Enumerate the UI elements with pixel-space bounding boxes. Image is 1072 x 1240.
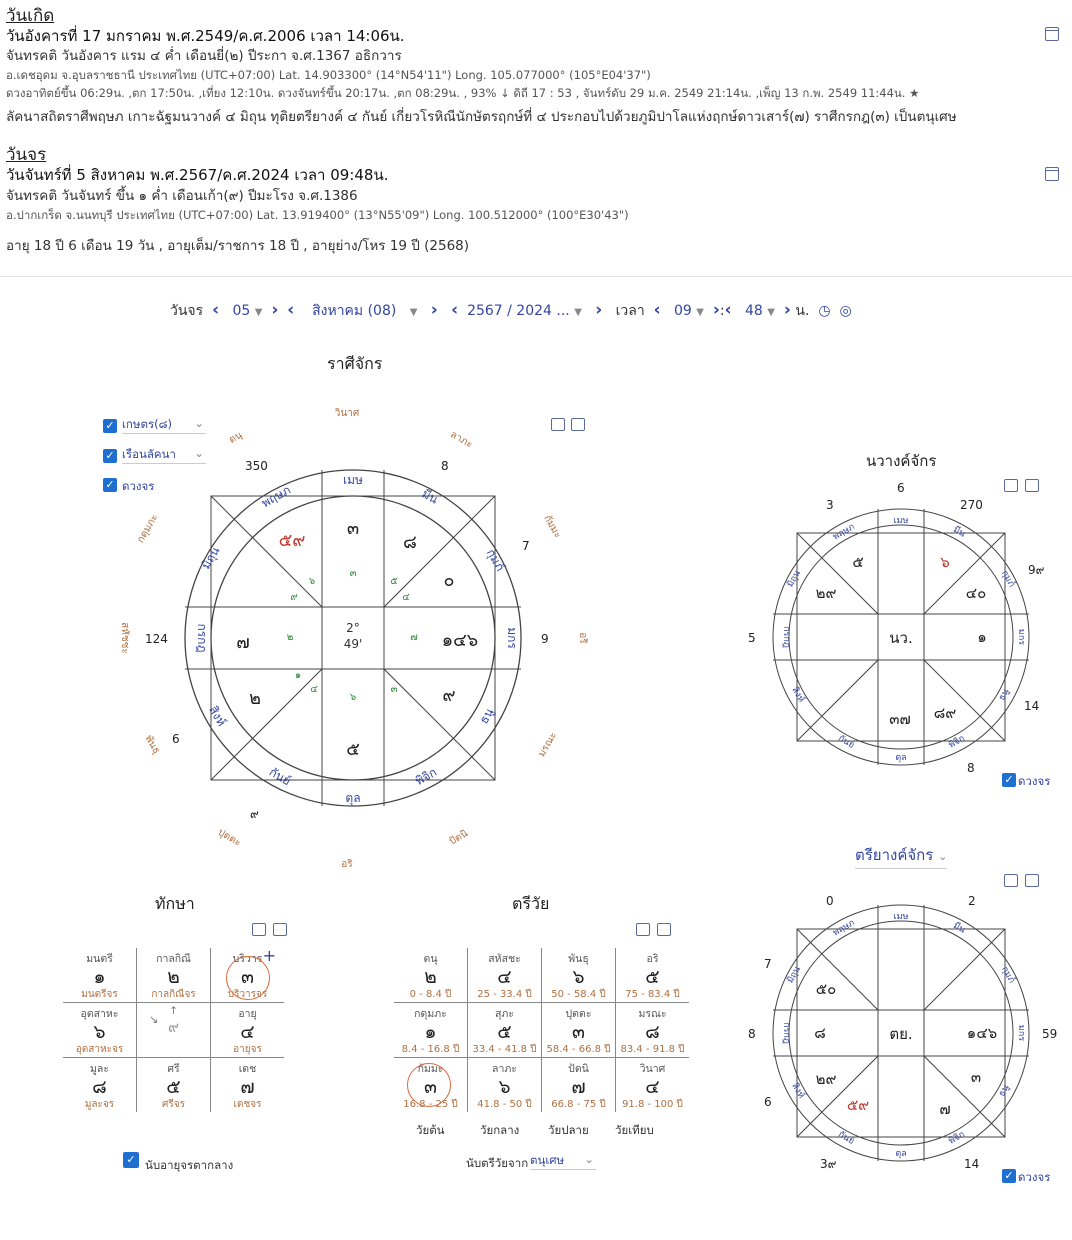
day-label: วันจร <box>170 303 204 319</box>
planet-number: ๕๐ <box>815 980 837 998</box>
house-label: วินาศ <box>334 408 360 419</box>
house-label: อริ <box>341 859 353 870</box>
house-label: สหัชชะ <box>119 622 130 654</box>
house-number: ๕ <box>390 576 398 587</box>
triwai-cell: ปัตนิ ๗ 66.8 - 75 ปี <box>542 1058 616 1113</box>
prev-day-button[interactable]: ‹ <box>212 300 220 320</box>
planet-number: ๘๙ <box>933 704 957 722</box>
taksa-cell-highlight: บริวาร ๓ บริวารจร + <box>211 948 285 1003</box>
camera-icon[interactable] <box>657 923 671 936</box>
degree-number: 0 <box>826 894 834 908</box>
planet-number: ๙ <box>442 685 456 706</box>
degree-number: 2 <box>968 894 976 908</box>
planet-number: ๑๔๖ <box>441 630 479 651</box>
house-number: ๔ <box>402 592 410 603</box>
sign-label: พิจิก <box>947 733 967 751</box>
house-label: พันธุ <box>142 733 162 756</box>
house-number: ๖ <box>308 576 316 587</box>
planet-number: ๐ <box>443 570 455 591</box>
house-label: กัมมะ <box>541 513 564 541</box>
transit-section-title: วันจร <box>6 145 47 165</box>
sign-label: มกร <box>1016 628 1026 646</box>
birth-calendar-icon[interactable] <box>1045 27 1059 41</box>
degree-number: 9 <box>541 632 549 646</box>
opt3-checkbox[interactable]: ✓ <box>103 478 117 492</box>
arrow-up-icon: ↑ <box>169 1005 178 1017</box>
age-label: วัยเทียบ <box>615 1123 654 1137</box>
planet-number: ๕ <box>852 553 864 571</box>
sign-label: ตุล <box>345 791 361 805</box>
planet-number: ๗ <box>236 632 250 653</box>
planet-number: ๔๐ <box>965 584 987 602</box>
sign-label: กันย์ <box>266 764 294 789</box>
prev-month-button[interactable]: ‹ <box>287 300 295 320</box>
center-label: ตย. <box>889 1025 913 1043</box>
house-label: อริ <box>577 632 588 644</box>
degree-number: 14 <box>1024 699 1040 713</box>
triwai-cell: วินาศ ๔ 91.8 - 100 ปี <box>622 1063 683 1110</box>
taksa-table <box>63 948 284 1112</box>
navamsa-transit-label: ดวงจร <box>1018 774 1051 788</box>
degree-number: 7 <box>764 957 772 971</box>
trayang-chart-select[interactable]: ตรียางค์จักร ⌄ <box>855 843 947 869</box>
planet-number: ๘ <box>403 532 417 553</box>
taksa-option-label: นับอายุจรตากลาง <box>145 1158 234 1172</box>
chevron-down-icon: ▼ <box>696 307 704 318</box>
degree-number: 3 <box>826 498 834 512</box>
transit-date-line: วันจันทร์ที่ 5 สิงหาคม พ.ศ.2567/ค.ศ.2024 เวลา 09:48น. <box>6 166 389 184</box>
sign-label: ธนู <box>997 687 1012 703</box>
sign-label: ธนู <box>997 1083 1012 1099</box>
house-number: ๔ <box>310 684 318 695</box>
sign-label: เมษ <box>893 516 909 526</box>
age-line: อายุ 18 ปี 6 เดือน 19 วัน , อายุเต็ม/ราชการ 18 ปี , อายุย่าง/โหร 19 ปี (2568) <box>6 238 470 254</box>
month-select[interactable]: สิงหาคม (08) <box>312 303 397 319</box>
house-number: ๒ <box>286 632 294 643</box>
highlight-circle <box>407 1063 451 1107</box>
taksa-cell: มูละ ๘ มูละจร <box>63 1058 137 1113</box>
trayang-transit-label: ดวงจร <box>1018 1170 1051 1184</box>
opt1-select[interactable]: เกษตร(๘) ⌄ <box>122 416 206 434</box>
center-label: นว. <box>889 629 913 647</box>
degree-number: 59 <box>1042 1027 1058 1041</box>
camera-icon[interactable] <box>273 923 287 936</box>
taksa-cell: กาลกิณี ๒ กาลกิณีจร <box>137 948 211 1003</box>
degree-number: 270 <box>960 498 983 512</box>
planet-number: ๗ <box>939 1100 951 1118</box>
planet-number-transit: ๕๙ <box>846 1096 870 1114</box>
taksa-cell-center: ↑ ๙ ↘ <box>137 1003 211 1058</box>
sign-label: ตุล <box>895 753 907 763</box>
triwai-cell: กดุมภะ ๑ 8.4 - 16.8 ปี <box>394 1003 468 1058</box>
chevron-down-icon: ▼ <box>254 307 263 318</box>
planet-number: ๒ <box>249 688 261 709</box>
house-label: มรณะ <box>536 730 560 760</box>
sign-label: มีน <box>419 486 441 507</box>
birth-sun-moon-line: ดวงอาทิตย์ขึ้น 06:29น. ,ตก 17:50น. ,เที่ยง 12:10น. ดวงจันทร์ขึ้น 20:17น. ,ตก 08:29น. , 93% ↓ ดิถี 17 : 53 , จันทร์ดับ 29 ม.ค. 2549 21:14น. ,เพ็ญ 13 ก.พ. 2549 11:44น. ★ <box>6 86 920 100</box>
prev-hour-button[interactable]: ‹ <box>653 300 661 320</box>
planet-number: ๑ <box>977 628 987 646</box>
rasi-chart <box>80 400 640 870</box>
trayang-chart <box>740 874 1060 1174</box>
triwai-cell-highlight: กัมมะ ๓ 16.8 - 25 ปี <box>394 1058 468 1113</box>
house-number: ๗ <box>410 632 418 643</box>
house-number: ๓ <box>349 568 357 579</box>
transit-calendar-icon[interactable] <box>1045 167 1059 181</box>
sign-label: สิงห์ <box>789 685 807 705</box>
degree-number: 5 <box>748 631 756 645</box>
birth-lagna-line: ลัคนาสถิตราศีพฤษภ เกาะฉัฐมนวางค์ ๔ มิถุน ทุติยตรียางค์ ๔ กันย์ เกี่ยวโรหิณีนักษัตรฤกษ์ที่ ๔ ประกอบไปด้วยภูมิปาโลแห่งฤกษ์ดาวเสาร์(๗) ราศีกรกฎ(๓) เป็นตนุเศษ <box>6 109 957 125</box>
arrow-down-right-icon: ↘ <box>149 1013 159 1026</box>
triwai-cell: มรณะ ๘ 83.4 - 91.8 ปี <box>616 1003 690 1058</box>
birth-location-line: อ.เดชอุดม จ.อุบลราชธานี ประเทศไทย (UTC+07:00) Lat. 14.903300° (14°N54'11") Long. 105.077000° (105°E04'37") <box>6 68 651 82</box>
opt1-checkbox[interactable]: ✓ <box>103 419 117 433</box>
taksa-cell: อายุ ๔ อายุจร <box>211 1003 285 1058</box>
sign-label: กรกฎ <box>781 1022 791 1044</box>
taksa-title: ทักษา <box>155 894 195 913</box>
minute-select[interactable]: 48 <box>745 303 763 319</box>
house-label: ปุตตะ <box>215 826 243 849</box>
opt2-checkbox[interactable]: ✓ <box>103 449 117 463</box>
sign-label: สิงห์ <box>789 1081 807 1101</box>
age-label: วัยกลาง <box>480 1123 520 1137</box>
taksa-cell: เดช ๗ เดชจร <box>233 1063 262 1110</box>
transit-lunar-line: จันทรคติ วันจันทร์ ขึ้น ๑ ค่ำ เดือนเก้า(๙) ปีมะโรง จ.ศ.1386 <box>6 188 358 204</box>
planet-number-transit: ๖ <box>940 553 950 571</box>
planet-number-transit: ๕๙ <box>278 530 306 551</box>
sign-label: มกร <box>1016 1024 1026 1042</box>
house-number: ๓ <box>390 684 398 695</box>
sign-label: สิงห์ <box>206 703 229 729</box>
planet-number: ๓ <box>970 1068 982 1086</box>
degree-number: 6 <box>172 732 180 746</box>
sign-label: เมษ <box>893 912 909 922</box>
degree-number: 350 <box>245 459 268 473</box>
rasi-chart-title: ราศีจักร <box>327 354 383 373</box>
house-number: ๙ <box>290 592 298 603</box>
sign-label: ตุล <box>895 1149 907 1159</box>
next-year-button[interactable]: › <box>595 300 603 320</box>
minute-unit: น. <box>795 303 810 319</box>
house-number: ๑ <box>294 670 302 681</box>
planet-number: ๒๙ <box>815 584 837 602</box>
triwai-option-select[interactable]: ตนุเศษ ⌄ <box>530 1152 596 1170</box>
chevron-down-icon: ▼ <box>767 307 775 318</box>
birth-section-title: วันเกิด <box>6 6 55 26</box>
sign-label: มีน <box>951 920 967 936</box>
opt3-label: ดวงจร <box>122 479 155 493</box>
sign-label: กันย์ <box>836 733 856 751</box>
degree-number: 8 <box>748 1027 756 1041</box>
sign-label: มิถุน <box>785 568 803 590</box>
transit-location-line: อ.ปากเกร็ด จ.นนทบุรี ประเทศไทย (UTC+07:00) Lat. 13.919400° (13°N55'09") Long. 100.512000° (100°E30'43") <box>6 208 629 222</box>
triwai-cell: ตนุ ๒ 0 - 8.4 ปี <box>394 948 468 1003</box>
triwai-cell: ลาภะ ๖ 41.8 - 50 ปี <box>468 1058 542 1113</box>
degree-number: 6 <box>897 481 905 495</box>
sign-label: มกร <box>505 627 519 649</box>
sign-label: มิถุน <box>198 544 223 572</box>
sign-label: กรกฎ <box>781 626 791 648</box>
degree-number: 3๙ <box>820 1157 837 1171</box>
chevron-down-icon: ▼ <box>574 307 582 318</box>
time-label: เวลา <box>615 303 645 319</box>
taksa-cell: ศรี ๕ ศรีจร <box>137 1058 211 1113</box>
opt2-select[interactable]: เรือนลัคนา ⌄ <box>122 446 206 464</box>
degree-number: 124 <box>145 632 168 646</box>
clock-icon[interactable]: ◷ <box>818 303 831 319</box>
navamsa-transit-checkbox[interactable]: ✓ <box>1002 773 1016 787</box>
house-number: ๖ <box>349 692 357 703</box>
day-select[interactable]: 05 <box>232 303 251 319</box>
degree-number: 14 <box>964 1157 980 1171</box>
sign-label: พิจิก <box>412 764 440 789</box>
planet-number: ๕ <box>346 739 360 760</box>
sign-label: พฤษภ <box>831 522 857 543</box>
sign-label: กุมภ์ <box>483 546 508 574</box>
triwai-table <box>394 948 689 1112</box>
sign-label: กุมภ์ <box>999 568 1017 590</box>
sign-label: มีน <box>951 524 967 540</box>
transit-nav-bar: วันจร ‹ 05 ▼ › ‹ สิงหาคม (08) ▼ › ‹ 2567 / 2024 ... ▼ › เวลา ‹ 09 ▼ ›:‹ 48 ▼ › น. ◷ ◎ <box>170 300 852 320</box>
house-label: ปัตนิ <box>447 828 471 848</box>
plus-icon: + <box>262 946 276 965</box>
triwai-cell: อริ ๕ 75 - 83.4 ปี <box>616 948 690 1003</box>
next-hour-button[interactable]: › <box>712 300 720 320</box>
triwai-cell: สุภะ ๕ 33.4 - 41.8 ปี <box>468 1003 542 1058</box>
taksa-option-checkbox[interactable]: ✓ <box>123 1152 139 1168</box>
degree-number: ๙ <box>250 807 259 821</box>
sign-label: กันย์ <box>836 1129 856 1147</box>
sign-label: พฤษภ <box>259 482 293 511</box>
sign-label: พิจิก <box>947 1129 967 1147</box>
degree-number: 9๙ <box>1028 563 1045 577</box>
chevron-down-icon: ▼ <box>409 307 418 318</box>
sign-label: กุมภ์ <box>999 964 1017 986</box>
triwai-cell: พันธุ ๖ 50 - 58.4 ปี <box>542 948 616 1003</box>
edit-icon[interactable] <box>252 923 266 936</box>
year-select[interactable]: 2567 / 2024 ... <box>467 303 570 319</box>
triwai-cell: สหัสชะ ๔ 25 - 33.4 ปี <box>468 948 542 1003</box>
edit-icon[interactable] <box>636 923 650 936</box>
navamsa-chart <box>740 478 1060 778</box>
triwai-option-label: นับตรีวัยจาก <box>466 1156 529 1170</box>
house-label: ตนุ <box>227 429 245 446</box>
taksa-cell: อุตสาหะ ๖ อุตสาหะจร <box>63 1003 137 1058</box>
planet-number: ๓๗ <box>889 710 911 728</box>
triwai-cell: ปุตตะ ๓ 58.4 - 66.8 ปี <box>542 1003 616 1058</box>
taksa-cell: มนตรี ๑ มนตรีจร <box>63 948 137 1003</box>
triwai-title: ตรีวัย <box>512 894 550 913</box>
age-label: วัยต้น <box>416 1123 445 1137</box>
center-degree: 2° <box>346 621 360 635</box>
degree-number: 7 <box>522 539 530 553</box>
degree-number: 8 <box>441 459 449 473</box>
planet-number: ๓ <box>346 518 360 539</box>
center-minute: 49' <box>343 637 363 651</box>
degree-number: 6 <box>764 1095 772 1109</box>
sign-label: กรกฎ <box>195 623 209 653</box>
divider <box>0 276 1072 277</box>
next-day-button[interactable]: › <box>271 300 279 320</box>
prev-minute-button[interactable]: ‹ <box>724 300 732 320</box>
navamsa-chart-title: นวางค์จักร <box>866 452 937 470</box>
sign-label: มิถุน <box>785 964 803 986</box>
next-minute-button[interactable]: › <box>783 300 791 320</box>
birth-lunar-line: จันทรคติ วันอังคาร แรม ๔ ค่ำ เดือนยี่(๒) ปีระกา จ.ศ.1367 อธิกวาร <box>6 48 402 64</box>
sign-label: พฤษภ <box>831 918 857 939</box>
target-icon[interactable]: ◎ <box>839 303 852 319</box>
age-label: วัยปลาย <box>548 1123 589 1137</box>
trayang-transit-checkbox[interactable]: ✓ <box>1002 1169 1016 1183</box>
birth-date-line: วันอังคารที่ 17 มกราคม พ.ศ.2549/ค.ศ.2006 เวลา 14:06น. <box>6 27 405 45</box>
next-month-button[interactable]: › <box>430 300 438 320</box>
sign-label: ธนู <box>476 705 497 727</box>
house-label: กดุมภะ <box>135 512 161 545</box>
hour-select[interactable]: 09 <box>674 303 692 319</box>
sign-label: เมษ <box>343 473 363 487</box>
planet-number: ๘ <box>814 1024 826 1042</box>
house-label: ลาภะ <box>448 429 475 451</box>
planet-number: ๒๙ <box>815 1070 837 1088</box>
prev-year-button[interactable]: ‹ <box>451 300 459 320</box>
planet-number: ๑๔๖ <box>966 1024 998 1042</box>
degree-number: 8 <box>967 761 975 775</box>
